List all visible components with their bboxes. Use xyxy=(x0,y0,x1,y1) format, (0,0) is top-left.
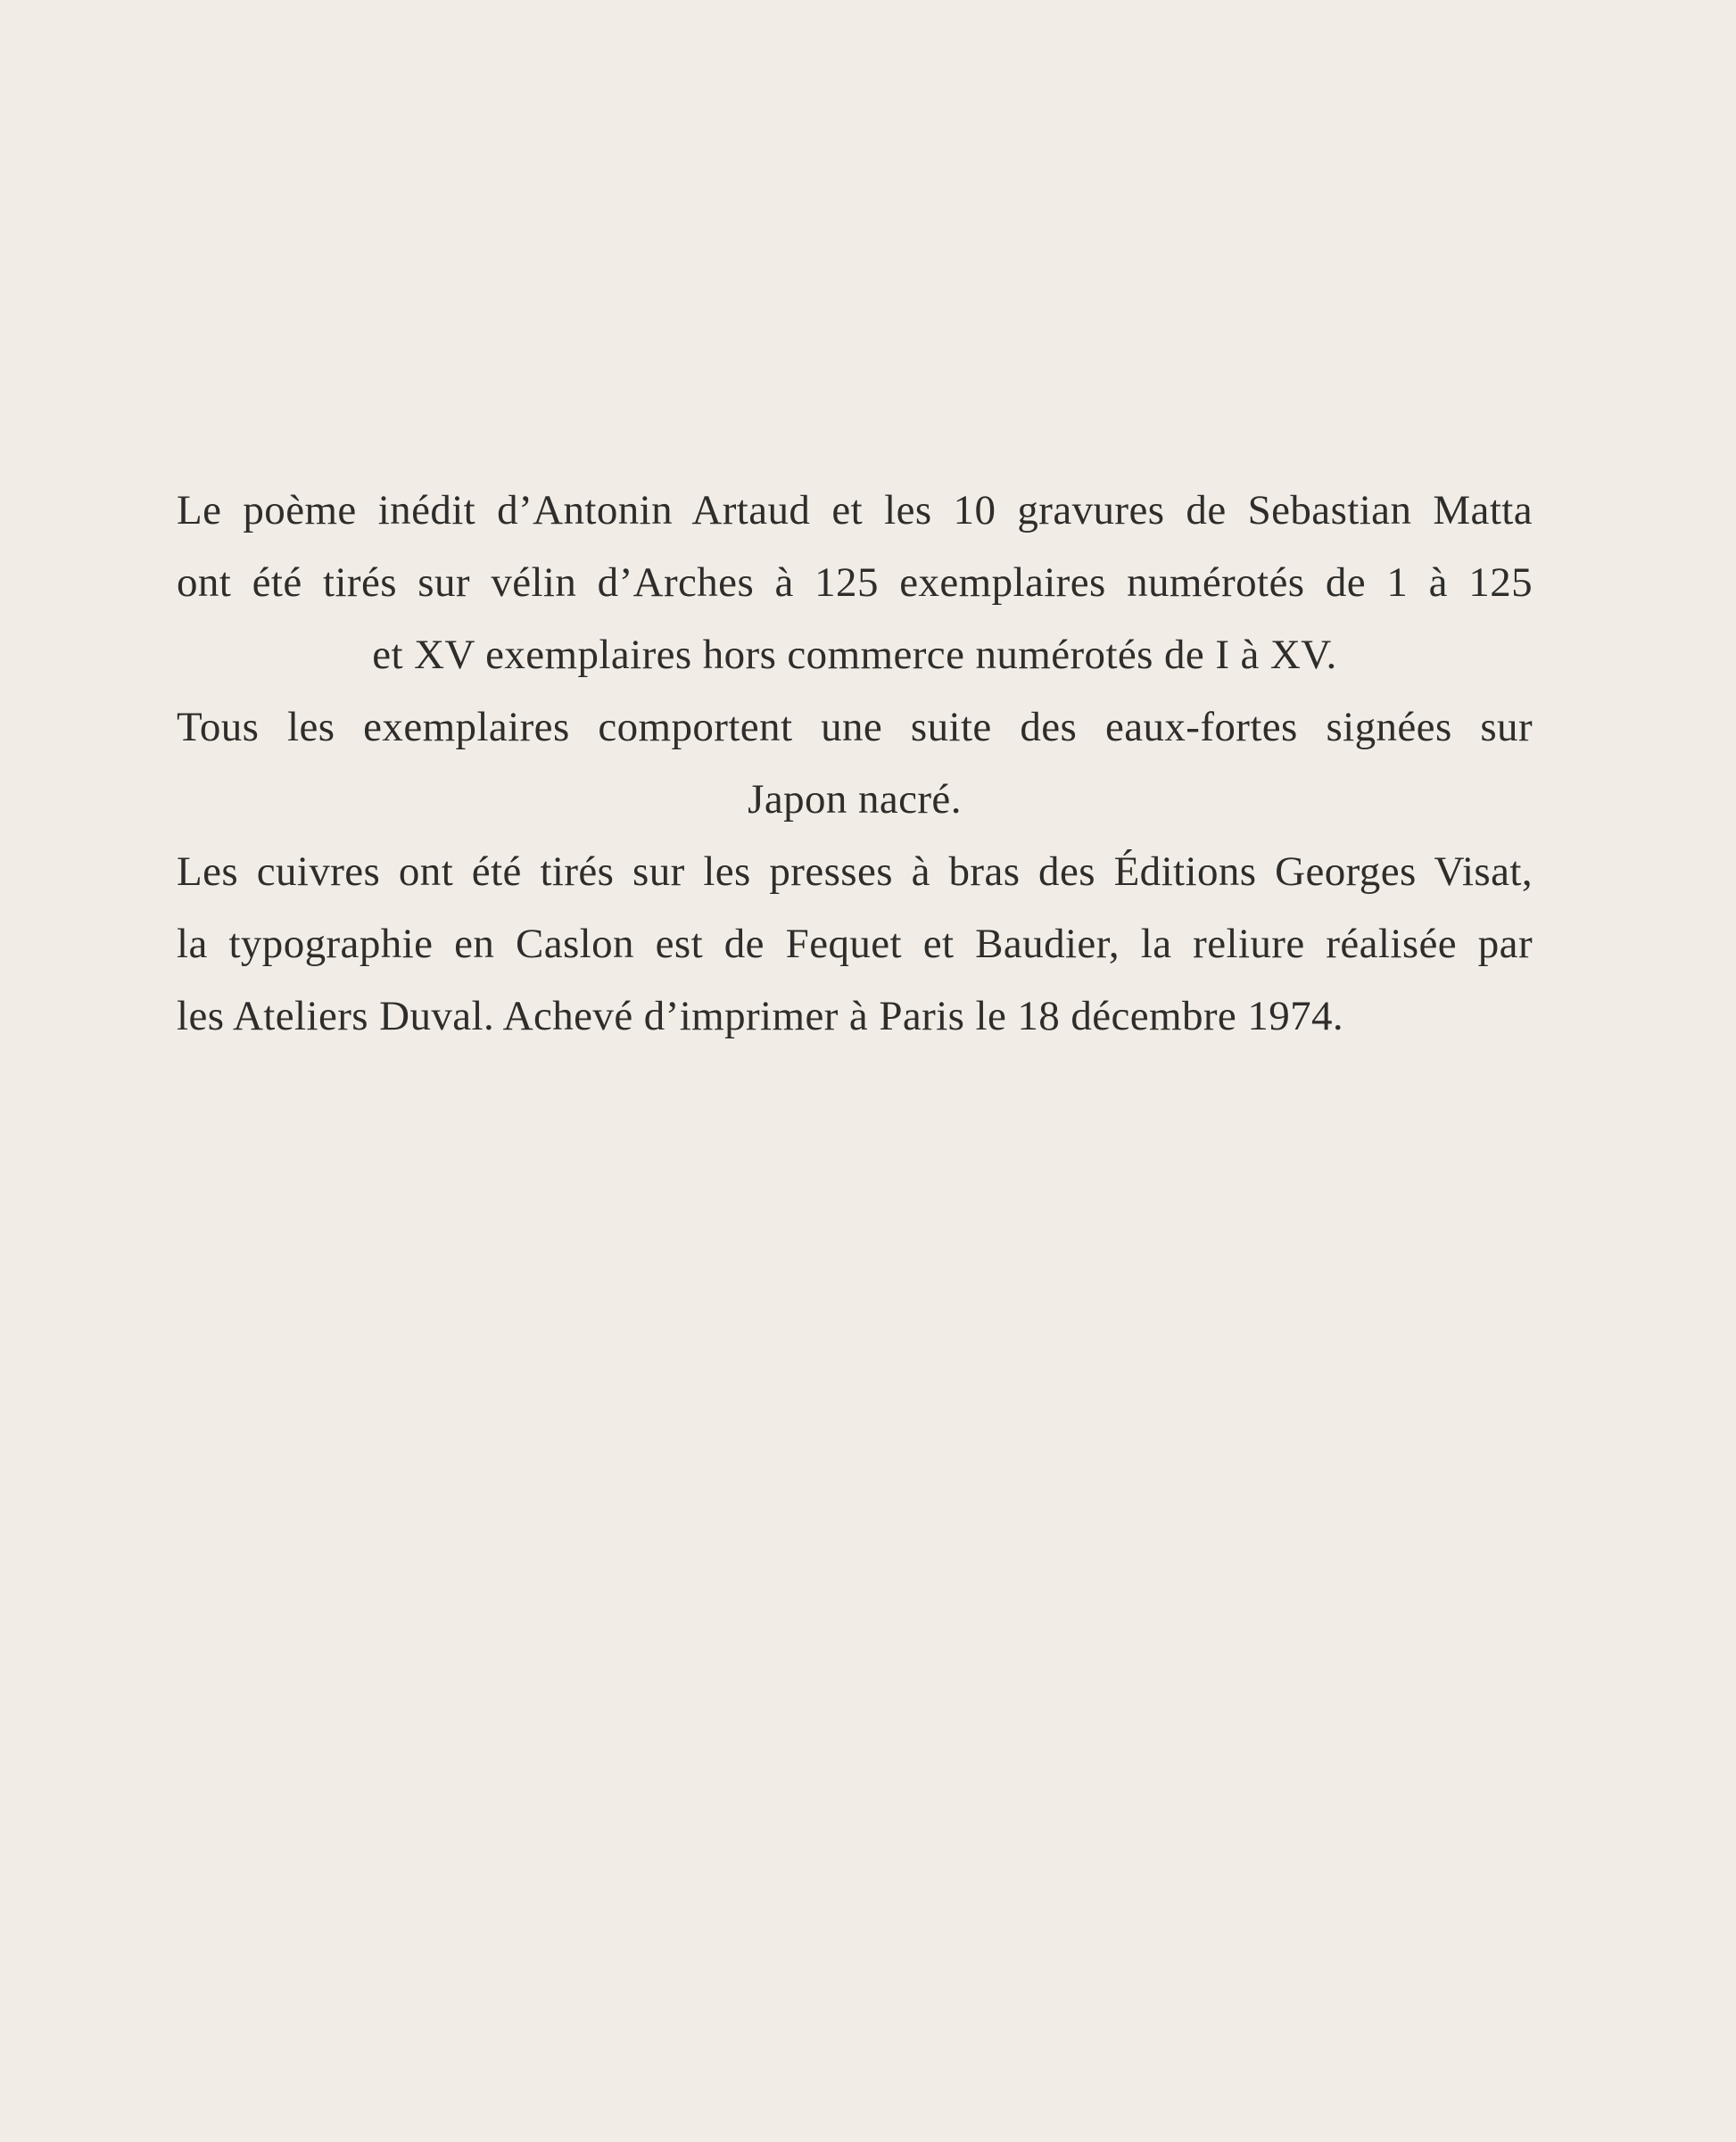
colophon-paragraph-suite xyxy=(177,691,1533,836)
colophon-line: Japon nacré. xyxy=(748,776,962,823)
colophon-line: Les cuivres ont été tirés sur les presses à bras des Éditions Georges Visat, xyxy=(177,848,1533,895)
colophon-line: la typographie en Caslon est de Fequet et Baudier, la reliure réalisée par xyxy=(177,921,1533,967)
colophon-line: les Ateliers Duval. Achevé d’imprimer à Paris le 18 décembre 1974. xyxy=(177,993,1344,1039)
colophon-line: Le poème inédit d’Antonin Artaud et les 10 gravures de Sebastian Matta xyxy=(177,487,1533,533)
colophon-paragraph-printing xyxy=(177,836,1533,1053)
colophon xyxy=(177,475,1533,1053)
colophon-line: ont été tirés sur vélin d’Arches à 125 exemplaires numérotés de 1 à 125 xyxy=(177,559,1533,606)
colophon-line: et XV exemplaires hors commerce numérotés de I à XV. xyxy=(372,632,1337,678)
colophon-paragraph-edition xyxy=(177,475,1533,691)
colophon-line: Tous les exemplaires comportent une suite des eaux-fortes signées sur xyxy=(177,704,1533,750)
